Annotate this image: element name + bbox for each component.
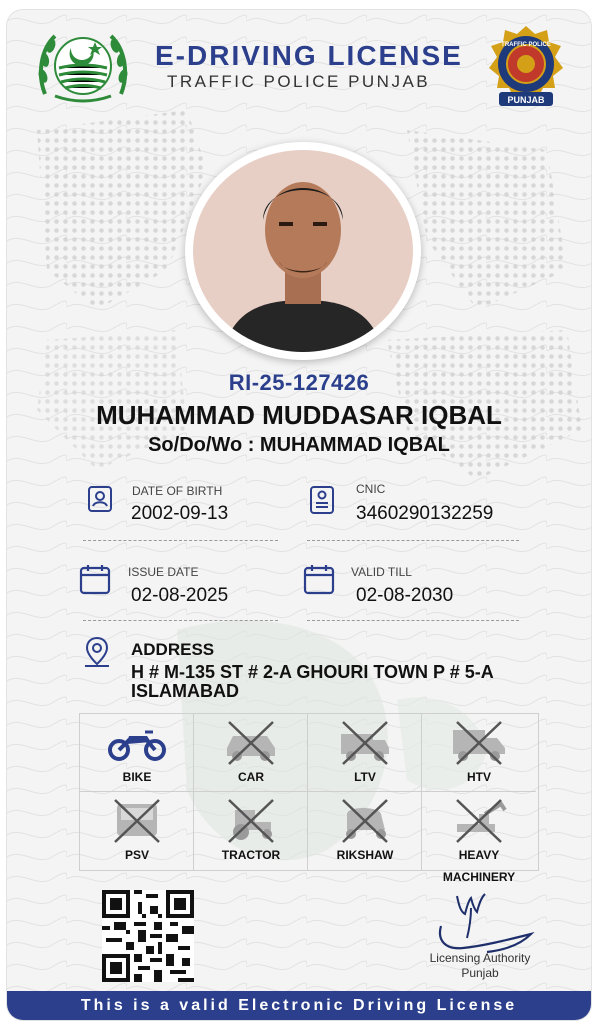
calendar-icon (303, 563, 335, 595)
authority-line2: Punjab (461, 966, 499, 980)
holder-photo (193, 150, 413, 352)
validity-footer: This is a valid Electronic Driving License (7, 991, 591, 1020)
signature (427, 886, 537, 958)
badge-top-text: TRAFFIC POLICE (501, 42, 551, 48)
excavator-crossed-icon (449, 796, 509, 846)
holder-photo-frame (185, 142, 421, 360)
card-subtitle: TRAFFIC POLICE PUNJAB (167, 72, 431, 91)
holder-name: MUHAMMAD MUDDASAR IQBAL (96, 400, 502, 430)
authority-line1: Licensing Authority (429, 951, 531, 965)
category-label: BIKE (122, 770, 152, 784)
category-ltv (308, 714, 422, 792)
license-card (7, 10, 591, 1020)
cnic-card-icon (309, 485, 335, 515)
dob-label: DATE OF BIRTH (132, 484, 223, 498)
address-label: ADDRESS (131, 640, 215, 659)
badge-bottom-text: PUNJAB (507, 95, 545, 105)
category-label: HEAVY (458, 848, 500, 862)
category-tractor (194, 792, 308, 870)
category-label-line2: MACHINERY (442, 870, 516, 884)
holder-relation: So/Do/Wo : MUHAMMAD IQBAL (148, 434, 450, 456)
divider (307, 540, 519, 541)
valid-till-value: 02-08-2030 (356, 585, 454, 606)
category-label: HTV (467, 770, 491, 784)
dob-value: 2002-09-13 (131, 503, 229, 524)
tractor-crossed-icon (221, 796, 281, 846)
divider (83, 620, 278, 621)
rikshaw-crossed-icon (335, 796, 395, 846)
divider (83, 540, 278, 541)
category-label: LTV (354, 770, 376, 784)
category-label: PSV (124, 848, 149, 862)
van-crossed-icon (335, 718, 395, 768)
category-label: TRACTOR (221, 848, 281, 862)
cnic-value: 3460290132259 (356, 503, 494, 524)
cnic-label: CNIC (356, 482, 386, 496)
category-label: CAR (238, 770, 264, 784)
calendar-icon (79, 563, 111, 595)
punjab-government-logo (35, 24, 131, 108)
license-number: RI-25-127426 (228, 370, 370, 395)
location-pin-icon (83, 636, 111, 668)
category-psv (80, 792, 194, 870)
category-rikshaw (308, 792, 422, 870)
license-categories-grid (79, 713, 539, 871)
qr-code[interactable] (102, 890, 194, 982)
valid-till-label: VALID TILL (351, 565, 412, 579)
category-car (194, 714, 308, 792)
divider (307, 620, 519, 621)
bus-crossed-icon (107, 796, 167, 846)
category-htv (422, 714, 536, 792)
address-value: H # M-135 ST # 2-A GHOURI TOWN P # 5-A ISLAMABAD (131, 662, 494, 701)
category-label: RIKSHAW (336, 848, 394, 862)
issue-date-value: 02-08-2025 (131, 585, 229, 606)
car-crossed-icon (221, 718, 281, 768)
truck-crossed-icon (449, 718, 509, 768)
traffic-police-badge (485, 24, 567, 112)
motorbike-icon (107, 718, 167, 768)
issue-date-label: ISSUE DATE (128, 565, 199, 579)
licensing-authority (415, 951, 545, 981)
category-bike (80, 714, 194, 792)
category-heavy-machinery (422, 792, 536, 870)
id-badge-icon (87, 485, 113, 513)
card-title: E-DRIVING LICENSE (155, 40, 463, 71)
